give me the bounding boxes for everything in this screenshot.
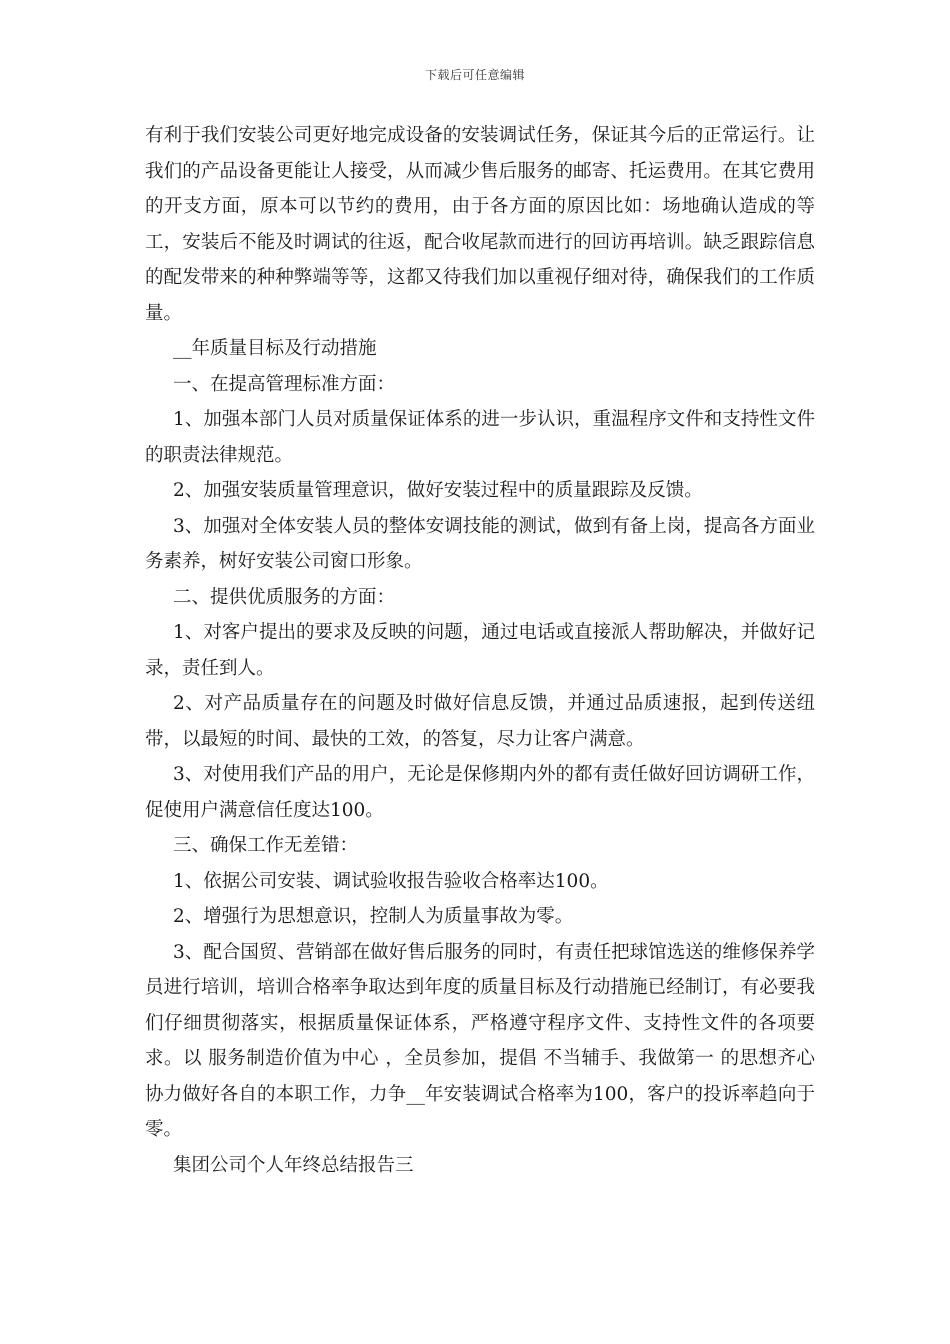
list-item: 2、增强行为思想意识，控制人为质量事故为零。	[173, 906, 574, 927]
list-item: 2、加强安装质量管理意识，做好安装过程中的质量跟踪及反馈。	[173, 480, 703, 501]
list-item: 3、对使用我们产品的用户，无论是保修期内外的都有责任做好回访调研工作，促使用户满意信任度达100。	[145, 764, 815, 821]
list-item: 2、对产品质量存在的问题及时做好信息反馈，并通过品质速报，起到传送纽带，以最短的时间、最快的工效，的答复，尽力让客户满意。	[145, 693, 815, 750]
document-body	[145, 118, 815, 1183]
subheading-error-free: 三、确保工作无差错：	[173, 835, 359, 856]
section-heading-quality-goals: __年质量目标及行动措施	[173, 338, 377, 359]
list-item: 1、加强本部门人员对质量保证体系的进一步认识，重温程序文件和支持性文件的职责法律规范。	[145, 409, 815, 466]
list-item: 1、对客户提出的要求及反映的问题，通过电话或直接派人帮助解决，并做好记录，责任到人。	[145, 622, 815, 679]
subheading-management-standards: 一、在提高管理标准方面：	[173, 373, 396, 395]
list-item: 3、配合国贸、营销部在做好售后服务的同时，有责任把球馆选送的维修保养学员进行培训，培训合格率争取达到年度的质量目标及行动措施已经制订，有必要我们仔细贯彻落实，根据质量保证体系，严格遵守程序文件、支持性文件的各项要求。以 服务制造价值为中心 ，全员参加，提倡 不当辅手、我做第一 的思想齐心协力做好各自的本职工作，力争__年安装调试合格率为100，客户的投诉率趋向于零。	[145, 941, 815, 1140]
list-item: 3、加强对全体安装人员的整体安调技能的测试，做到有备上岗，提高各方面业务素养，树好安装公司窗口形象。	[145, 515, 815, 572]
section-heading-report-three: 集团公司个人年终总结报告三	[173, 1154, 414, 1176]
paragraph-continuation: 有利于我们安装公司更好地完成设备的安装调试任务，保证其今后的正常运行。让我们的产品设备更能让人接受，从而减少售后服务的邮寄、托运费用。在其它费用的开支方面，原本可以节约的费用，由于各方面的原因比如：场地确认造成的等工，安装后不能及时调试的往返，配合收尾款而进行的回访再培训。缺乏跟踪信息的配发带来的种种弊端等等，这都又待我们加以重视仔细对待，确保我们的工作质量。	[145, 125, 815, 324]
header-note: 下载后可任意编辑	[424, 68, 525, 82]
subheading-quality-service: 二、提供优质服务的方面：	[173, 586, 396, 608]
list-item: 1、依据公司安装、调试验收报告验收合格率达100。	[173, 870, 609, 892]
